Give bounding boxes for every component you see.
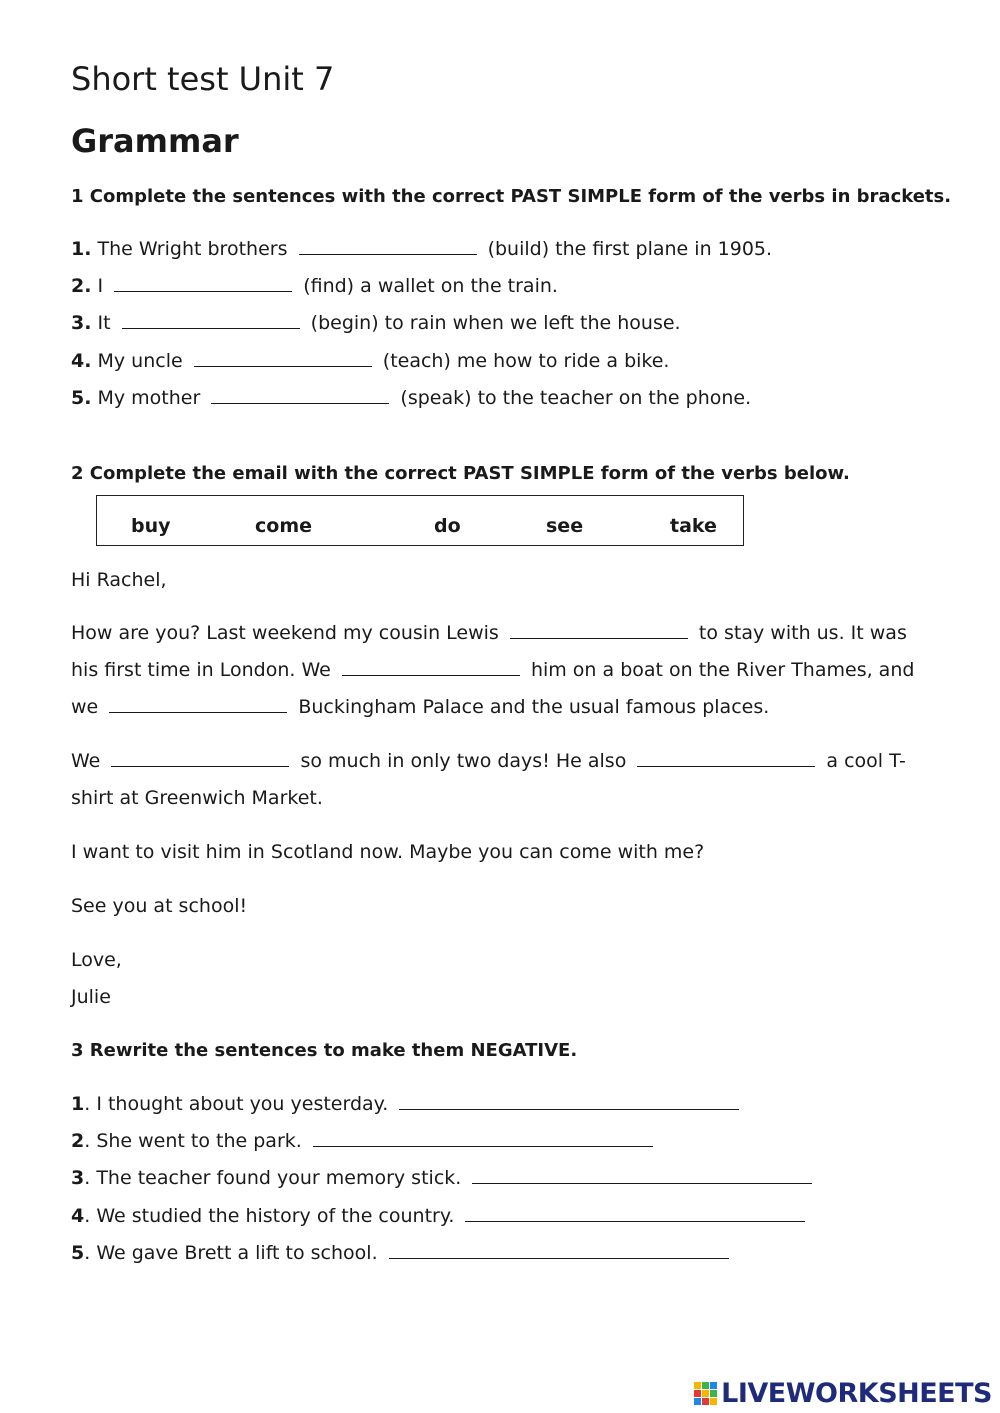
answer-blank[interactable] <box>114 277 292 292</box>
exercise1-item <box>71 238 772 260</box>
exercise1-item <box>71 350 669 372</box>
item-number: 5. <box>71 387 92 409</box>
item-text-after: (find) a wallet on the train. <box>303 275 558 297</box>
answer-blank[interactable] <box>510 624 688 639</box>
item-text-before: The Wright brothers <box>97 238 288 260</box>
email-line <box>71 622 907 644</box>
email-signoff: Love, <box>71 949 122 971</box>
item-text: . She went to the park. <box>84 1130 302 1152</box>
item-text-before: My uncle <box>97 350 183 372</box>
word-bank-box <box>96 495 744 546</box>
item-text-after: (teach) me how to ride a bike. <box>382 350 670 372</box>
item-number: 4. <box>71 350 92 372</box>
exercise1-item <box>71 275 558 297</box>
exercise2-instruction: 2 Complete the email with the correct PAST SIMPLE form of the verbs below. <box>71 463 850 484</box>
exercise3-item <box>71 1093 744 1115</box>
exercise3-item <box>71 1167 817 1189</box>
email-line <box>71 750 906 772</box>
logo-grid-icon <box>694 1382 717 1405</box>
email-line: See you at school! <box>71 895 248 917</box>
exercise3-item <box>71 1130 658 1152</box>
logo-square <box>694 1398 701 1405</box>
answer-blank[interactable] <box>299 240 477 255</box>
item-number: 3 <box>71 1167 85 1189</box>
item-text: . The teacher found your memory stick. <box>84 1167 462 1189</box>
answer-blank[interactable] <box>465 1207 805 1222</box>
email-greeting: Hi Rachel, <box>71 569 167 591</box>
section-heading: Grammar <box>71 122 239 160</box>
email-text: How are you? Last weekend my cousin Lewis <box>71 622 499 644</box>
answer-blank[interactable] <box>111 752 289 767</box>
answer-blank[interactable] <box>399 1095 739 1110</box>
answer-blank[interactable] <box>211 389 389 404</box>
exercise1-instruction: 1 Complete the sentences with the correct PAST SIMPLE form of the verbs in brackets. <box>71 186 952 207</box>
answer-blank[interactable] <box>109 698 287 713</box>
word-bank-item: buy <box>131 515 171 537</box>
logo-square <box>710 1390 717 1397</box>
email-text: Buckingham Palace and the usual famous places. <box>298 696 770 718</box>
answer-blank[interactable] <box>389 1244 729 1259</box>
word-bank-item: come <box>255 515 312 537</box>
item-number: 3. <box>71 312 92 334</box>
item-text: . I thought about you yesterday. <box>84 1093 389 1115</box>
page-title: Short test Unit 7 <box>71 60 335 98</box>
answer-blank[interactable] <box>637 752 815 767</box>
exercise1-item <box>71 312 681 334</box>
email-text: We <box>71 750 101 772</box>
email-line <box>71 659 914 681</box>
logo-square <box>694 1382 701 1389</box>
exercise1-item <box>71 387 751 409</box>
brand-name: LIVEWORKSHEETS <box>721 1377 992 1409</box>
answer-blank[interactable] <box>313 1132 653 1147</box>
item-number: 1 <box>71 1093 85 1115</box>
item-number: 5 <box>71 1242 85 1264</box>
item-text: . We gave Brett a lift to school. <box>84 1242 378 1264</box>
word-bank-item: take <box>670 515 717 537</box>
logo-square <box>710 1398 717 1405</box>
logo-square <box>694 1390 701 1397</box>
answer-blank[interactable] <box>194 352 372 367</box>
email-signature: Julie <box>71 986 111 1008</box>
answer-blank[interactable] <box>472 1169 812 1184</box>
logo-square <box>702 1390 709 1397</box>
exercise3-item <box>71 1205 810 1227</box>
exercise3-item <box>71 1242 734 1264</box>
item-number: 2. <box>71 275 92 297</box>
email-text: a cool T- <box>826 750 906 772</box>
word-bank-item: do <box>434 515 461 537</box>
item-text-after: (build) the first plane in 1905. <box>487 238 773 260</box>
item-text: . We studied the history of the country. <box>84 1205 455 1227</box>
logo-square <box>702 1398 709 1405</box>
answer-blank[interactable] <box>122 314 300 329</box>
answer-blank[interactable] <box>342 661 520 676</box>
item-text-before: I <box>97 275 104 297</box>
email-line <box>71 696 769 718</box>
item-number: 1. <box>71 238 92 260</box>
item-text-before: My mother <box>97 387 201 409</box>
logo-square <box>710 1382 717 1389</box>
email-text: him on a boat on the River Thames, and <box>530 659 915 681</box>
item-text-before: It <box>97 312 111 334</box>
logo-square <box>702 1382 709 1389</box>
email-text: to stay with us. It was <box>698 622 907 644</box>
item-text-after: (speak) to the teacher on the phone. <box>400 387 752 409</box>
item-text-after: (begin) to rain when we left the house. <box>310 312 681 334</box>
email-text: his first time in London. We <box>71 659 331 681</box>
email-text: so much in only two days! He also <box>300 750 627 772</box>
item-number: 2 <box>71 1130 85 1152</box>
word-bank-item: see <box>546 515 584 537</box>
email-line: shirt at Greenwich Market. <box>71 787 323 809</box>
email-line: I want to visit him in Scotland now. Maybe you can come with me? <box>71 841 705 863</box>
item-number: 4 <box>71 1205 85 1227</box>
liveworksheets-logo <box>694 1378 992 1408</box>
email-text: we <box>71 696 99 718</box>
exercise3-instruction: 3 Rewrite the sentences to make them NEGATIVE. <box>71 1040 578 1061</box>
